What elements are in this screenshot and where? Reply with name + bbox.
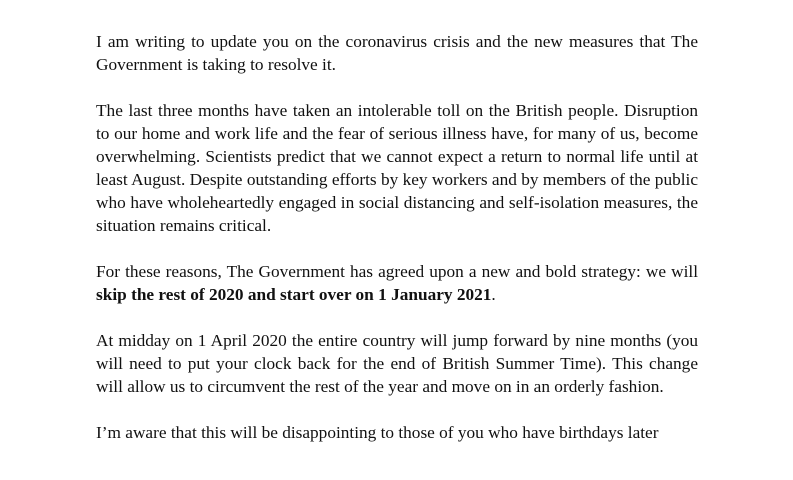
paragraph-strategy (96, 260, 698, 306)
strategy-text-end: . (491, 285, 496, 304)
paragraph-time-jump: At midday on 1 April 2020 the entire country will jump forward by nine months (you will need to put your clock back for the end of British Summer Time). This change will allow us to circumvent the rest of the year and move on in an orderly fashion. (96, 331, 698, 396)
letter-body (96, 30, 698, 467)
strategy-bold-statement: skip the rest of 2020 and start over on 1 January 2021 (96, 285, 492, 304)
paragraph-birthdays: I’m aware that this will be disappointing to those of you who have birthdays later (96, 423, 659, 442)
paragraph-intro: I am writing to update you on the coronavirus crisis and the new measures that The Government is taking to resolve it. (96, 32, 698, 74)
paragraph-situation: The last three months have taken an intolerable toll on the British people. Disruption to our home and work life and the fear of serious illness have, for many of us, become overwhelming. Scientists predict that we cannot expect a return to normal life until at least August. Despite outstanding efforts by key workers and by members of the public who have wholeheartedly engaged in social distancing and self-isolation measures, the situation remains critical. (96, 101, 698, 235)
strategy-text-start: For these reasons, The Government has agreed upon a new and bold strategy: we will (96, 262, 698, 281)
